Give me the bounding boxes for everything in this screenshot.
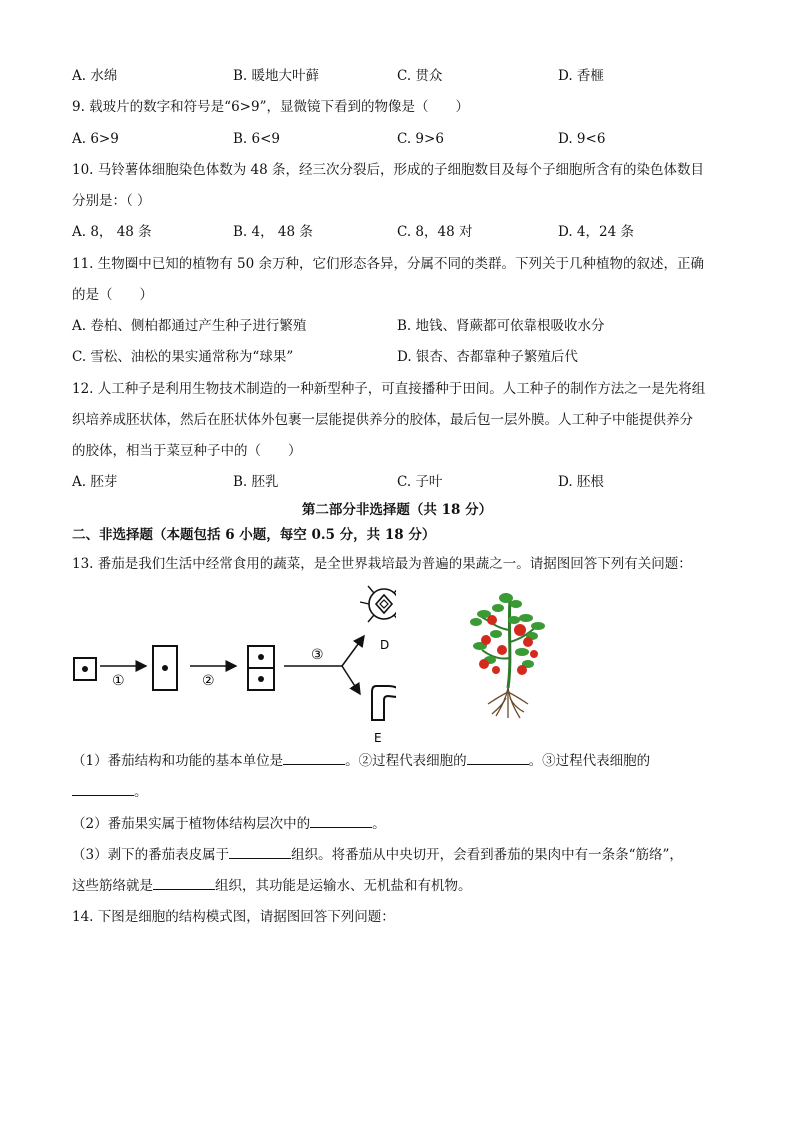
q12-option-d: D. 胚根: [558, 474, 604, 490]
step-2-label: ②: [202, 673, 215, 689]
part2-title: 第二部分非选择题（共 18 分）: [301, 502, 493, 518]
q11-stem-line1: 11. 生物圈中已知的植物有 50 余万种，它们形态各异，分属不同的类群。下列关于几种植物的叙述，正确: [72, 256, 705, 272]
q9-option-d: D. 9<6: [558, 131, 606, 147]
q13-sub1-text-b: 。②过程代表细胞的: [345, 753, 467, 769]
q13-sub2-text-b: 。: [372, 816, 386, 832]
q13-sub3-text-a: （3）剥下的番茄表皮属于: [72, 847, 230, 863]
q13-blank-6[interactable]: [153, 875, 215, 890]
q13-sub1-line2: [72, 781, 148, 802]
q11-option-c: C. 雪松、油松的果实通常称为“球果”: [72, 349, 294, 365]
q10-option-c: C. 8，48 对: [397, 224, 473, 240]
q8-option-a: A. 水绵: [72, 68, 118, 84]
q12-stem-line2: 织培养成胚状体，然后在胚状体外包裹一层能提供养分的胶体，最后包一层外膜。人工种子中能提供养分: [72, 412, 693, 428]
q10-option-a: A. 8， 48 条: [72, 224, 152, 240]
q13-blank-3[interactable]: [72, 781, 134, 796]
q10-option-b: B. 4， 48 条: [233, 224, 313, 240]
arrow-to-e: [342, 666, 360, 694]
q8-option-d: D. 香榧: [558, 68, 604, 84]
q14-stem: 14. 下图是细胞的结构模式图，请据图回答下列问题：: [72, 909, 395, 925]
tissue-d: [360, 586, 396, 622]
q12-option-b: B. 胚乳: [233, 474, 279, 490]
q13-sub2: [72, 813, 386, 834]
q13-sub3-line2: [72, 875, 472, 896]
q12-stem-line1: 12. 人工种子是利用生物技术制造的一种新型种子，可直接播种于田间。人工种子的制作方法之一是先将组: [72, 381, 706, 397]
q9-option-c: C. 9>6: [397, 131, 444, 147]
divided-cell-top-nucleus: [258, 654, 264, 660]
q11-option-d: D. 银杏、杏都靠种子繁殖后代: [397, 349, 578, 365]
q12-stem-line3: 的胶体，相当于菜豆种子中的（ ）: [72, 443, 302, 459]
label-d: D: [380, 638, 390, 652]
arrow-to-d: [342, 636, 364, 666]
q13-blank-4[interactable]: [310, 813, 372, 828]
q13-sub3-text-c: 这些筋络就是: [72, 878, 153, 894]
q11-option-a: A. 卷柏、侧柏都通过产生种子进行繁殖: [72, 318, 307, 334]
step-3-label: ③: [311, 647, 324, 663]
q11-option-b: B. 地钱、肾蕨都可依靠根吸收水分: [397, 318, 605, 334]
q8-option-b: B. 暖地大叶藓: [233, 68, 320, 84]
q13-sub1-text-a: （1）番茄结构和功能的基本单位是: [72, 753, 284, 769]
tissue-e: [372, 686, 396, 720]
q12-option-a: A. 胚芽: [72, 474, 118, 490]
q9-stem: 9. 载玻片的数字和符号是“6>9”，显微镜下看到的物像是（ ）: [72, 99, 469, 115]
q10-stem-line2: 分别是：（ ）: [72, 193, 151, 209]
q13-sub2-text-a: （2）番茄果实属于植物体结构层次中的: [72, 816, 311, 832]
q10-option-d: D. 4，24 条: [558, 224, 634, 240]
q8-option-c: C. 贯众: [397, 68, 443, 84]
q13-sub1-line1: [72, 750, 650, 771]
q13-blank-5[interactable]: [229, 844, 291, 859]
divided-cell-bottom-nucleus: [258, 676, 264, 682]
q13-stem: 13. 番茄是我们生活中经常食用的蔬菜，是全世界栽培最为普遍的果蔬之一。请据图回答下列有关问题：: [72, 556, 692, 572]
section2-title: 二、非选择题（本题包括 6 小题，每空 0.5 分，共 18 分）: [72, 527, 436, 543]
q13-sub1-text-d: 。: [134, 784, 148, 800]
q12-option-c: C. 子叶: [397, 474, 443, 490]
grown-cell-nucleus: [162, 665, 168, 671]
cell-nucleus: [82, 666, 88, 672]
q13-blank-1[interactable]: [283, 750, 345, 765]
q13-sub3-line1: [72, 844, 683, 865]
q13-sub3-text-b: 组织。将番茄从中央切开，会看到番茄的果肉中有一条条“筋络”，: [291, 847, 683, 863]
label-e: E: [374, 731, 382, 745]
q9-option-a: A. 6>9: [72, 131, 119, 147]
q9-option-b: B. 6<9: [233, 131, 280, 147]
q11-stem-line2: 的是（ ）: [72, 287, 153, 303]
q13-blank-2[interactable]: [467, 750, 529, 765]
q13-sub3-text-d: 组织，其功能是运输水、无机盐和有机物。: [215, 878, 472, 894]
q10-stem-line1: 10. 马铃薯体细胞染色体数为 48 条，经三次分裂后，形成的子细胞数目及每个子细胞所含有的染色体数目: [72, 162, 705, 178]
q13-sub1-text-c: 。③过程代表细胞的: [528, 753, 651, 769]
tomato-plant-illustration: [466, 590, 550, 720]
cell-division-diagram: [66, 582, 396, 748]
step-1-label: ①: [112, 673, 125, 689]
